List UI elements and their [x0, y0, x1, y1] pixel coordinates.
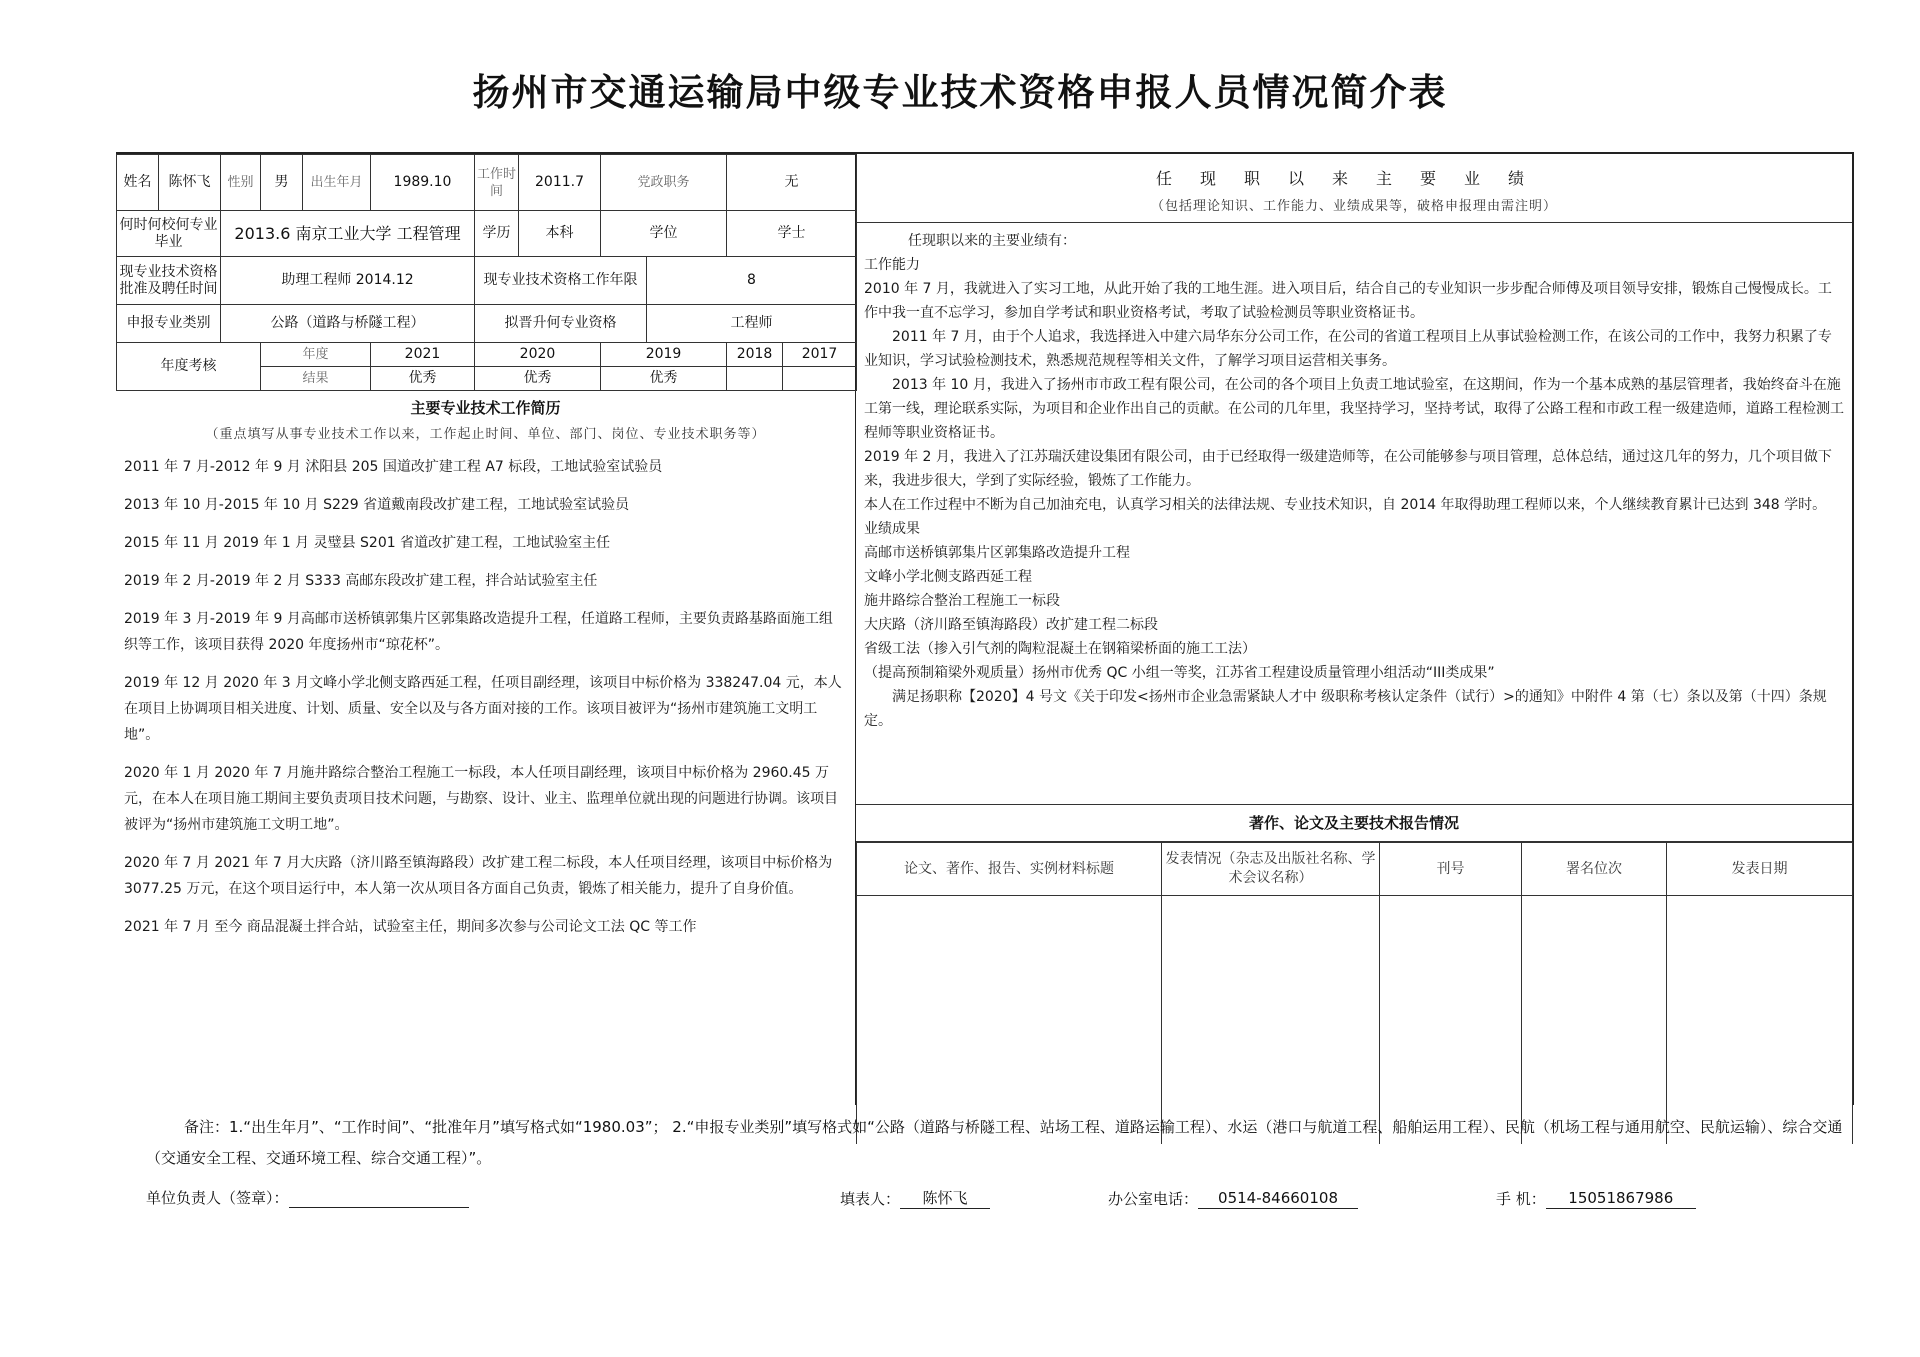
result-item: 施井路综合整治工程施工一标段 [864, 593, 1060, 609]
current-years-value: 8 [647, 257, 857, 305]
target-label: 拟晋升何专业资格 [475, 305, 647, 343]
edu-value: 本科 [519, 211, 601, 257]
achievements-intro: 任现职以来的主要业绩有： [908, 233, 1076, 249]
unit-leader-field [146, 1188, 469, 1208]
category-label: 申报专业类别 [117, 305, 221, 343]
papers-col-author-rank: 署名位次 [1522, 843, 1667, 896]
filler-label: 填表人： [840, 1190, 901, 1208]
year-cell: 2020 [475, 343, 601, 367]
work-history-item: 2013 年 10 月-2015 年 10 月 S229 省道戴南段改扩建工程，工地试验室试验员 [124, 497, 630, 513]
achievement-paragraph: 本人在工作过程中不断为自己加油充电，认真学习相关的法律法规、专业技术知识，自 2014 年取得助理工程师以来，个人继续教育累计已达到 348 学时。 [864, 497, 1827, 513]
grad-label: 何时何校何专业毕业 [117, 211, 221, 257]
achievement-paragraph: 2019 年 2 月，我进入了江苏瑞沃建设集团有限公司，由于已经取得一级建造师等，在公司能够参与项目管理，总体总结，通过这几年的努力，几个项目做下来，我进步很大，学到了实际经验，锻炼了工作能力。 [864, 449, 1832, 489]
result-cell: 优秀 [371, 367, 475, 391]
year-cell: 2017 [783, 343, 857, 367]
papers-heading: 著作、论文及主要技术报告情况 [856, 804, 1852, 842]
work-history-heading: 主要专业技术工作简历 [410, 399, 561, 417]
result-item: 大庆路（济川路至镇海路段）改扩建工程二标段 [864, 617, 1158, 633]
page-title: 扬州市交通运输局中级专业技术资格申报人员情况简介表 [472, 70, 1448, 114]
achievements-closing: 满足扬职称【2020】4 号文《关于印发<扬州市企业急需紧缺人才中 级职称考核认定条件（试行）>的通知》中附件 4 第（七）条以及第（十四）条规定。 [864, 689, 1827, 729]
ability-label: 工作能力 [864, 257, 920, 273]
mobile-field [1496, 1188, 1696, 1209]
filler-value: 陈怀飞 [900, 1188, 990, 1209]
name-value: 陈怀飞 [159, 155, 221, 211]
year-label: 年度 [261, 343, 371, 367]
work-history-item: 2011 年 7 月-2012 年 9 月 沭阳县 205 国道改扩建工程 A7 标段，工地试验室试验员 [124, 459, 663, 475]
gender-value: 男 [261, 155, 303, 211]
papers-empty-cell [1522, 896, 1667, 1145]
mobile-label: 手 机： [1496, 1190, 1546, 1208]
work-history-list [116, 442, 855, 940]
notes [146, 1112, 1846, 1174]
unit-leader-value [289, 1189, 469, 1208]
work-history-item: 2015 年 11 月 2019 年 1 月 灵璧县 S201 省道改扩建工程，工地试验室主任 [124, 535, 611, 551]
papers-empty-cell [857, 896, 1162, 1145]
result-item: （提高预制箱梁外观质量）扬州市优秀 QC 小组一等奖，江苏省工程建设质量管理小组活动“III类成果” [864, 665, 1495, 681]
mobile-value: 15051867986 [1546, 1188, 1696, 1209]
annual-label: 年度考核 [117, 343, 261, 391]
notes-text: 备注：1.“出生年月”、“工作时间”、“批准年月”填写格式如“1980.03”； 2.“申报专业类别”填写格式如“公路（道路与桥隧工程、站场工程、道路运输工程）、水运（港口与航道工程、船舶运用工程）、民航（机场工程与通用航空、民航运输）、综合交通（交通安全工程、交通环境工程、综合交通工程）”。 [146, 1118, 1843, 1167]
work-history-item: 2019 年 12 月 2020 年 3 月文峰小学北侧支路西延工程，任项目副经理，该项目中标价格为 338247.04 元，本人在项目上协调项目相关进度、计划、质量、安全以及与各方面对接的工作。该项目被评为“扬州市建筑施工文明工地”。 [124, 675, 842, 743]
achievement-paragraph: 2010 年 7 月，我就进入了实习工地，从此开始了我的工地生涯。进入项目后，结合自己的专业知识一步步配合师傅及项目领导安排，锻炼自己慢慢成长。工作中我一直不忘学习，参加自学考试和职业资格考试，考取了试验检测员等职业资格证书。 [864, 281, 1832, 321]
year-cell: 2021 [371, 343, 475, 367]
work-history-item: 2019 年 2 月-2019 年 2 月 S333 高邮东段改扩建工程，拌合站试验室主任 [124, 573, 598, 589]
party-post-label: 党政职务 [601, 155, 727, 211]
work-history-item: 2020 年 1 月 2020 年 7 月施井路综合整治工程施工一标段，本人任项目副经理，该项目中标价格为 2960.45 万元，在本人在项目施工期间主要负责项目技术问题，与勘察、设计、业主、监理单位就出现的问题进行协调。该项目被评为“扬州市建筑施工文明工地”。 [124, 765, 838, 833]
result-item: 文峰小学北侧支路西延工程 [864, 569, 1032, 585]
achievements-subheading: （包括理论知识、工作能力、业绩成果等，破格申报理由需注明） [1150, 199, 1557, 214]
papers-table [856, 842, 1853, 1144]
result-item: 高邮市送桥镇郭集片区郭集路改造提升工程 [864, 545, 1130, 561]
achievement-paragraph: 2011 年 7 月，由于个人追求，我选择进入中建六局华东分公司工作，在公司的省道工程项目上从事试验检测工作，在该公司的工作中，我努力积累了专业知识，学习试验检测技术，熟悉规范规程等相关文件，了解学习项目运营相关事务。 [864, 329, 1832, 369]
edu-label: 学历 [475, 211, 519, 257]
achievements-body [856, 223, 1852, 804]
result-item: 省级工法（掺入引气剂的陶粒混凝土在钢箱梁桥面的施工工法） [864, 641, 1256, 657]
work-start-value: 2011.7 [519, 155, 601, 211]
achievements-heading: 任现职以来主要业绩 [1155, 169, 1552, 188]
results-label: 业绩成果 [864, 521, 920, 537]
work-history-subheading: （重点填写从事专业技术工作以来，工作起止时间、单位、部门、岗位、专业技术职务等） [205, 427, 766, 442]
filler-field [840, 1188, 990, 1209]
papers-col-date: 发表日期 [1667, 843, 1853, 896]
achievements-header [856, 154, 1852, 223]
grad-value: 2013.6 南京工业大学 工程管理 [221, 211, 475, 257]
result-label: 结果 [261, 367, 371, 391]
right-panel [856, 152, 1854, 1105]
left-panel [116, 152, 856, 1105]
office-phone-value: 0514-84660108 [1198, 1188, 1358, 1209]
category-value: 公路（道路与桥隧工程） [221, 305, 475, 343]
work-start-label: 工作时间 [475, 155, 519, 211]
year-cell: 2019 [601, 343, 727, 367]
work-history-item: 2019 年 3 月-2019 年 9 月高邮市送桥镇郭集片区郭集路改造提升工程，任道路工程师，主要负责路基路面施工组织等工作，该项目获得 2020 年度扬州市“琼花杯”。 [124, 611, 833, 653]
result-cell: 优秀 [601, 367, 727, 391]
target-value: 工程师 [647, 305, 857, 343]
office-phone-field [1108, 1188, 1358, 1209]
gender-label: 性别 [221, 155, 261, 211]
papers-col-publication: 发表情况（杂志及出版社名称、学术会议名称） [1162, 843, 1380, 896]
unit-leader-label: 单位负责人（签章）： [146, 1189, 289, 1207]
name-label: 姓名 [117, 155, 159, 211]
year-cell: 2018 [727, 343, 783, 367]
result-cell [783, 367, 857, 391]
papers-col-title: 论文、著作、报告、实例材料标题 [857, 843, 1162, 896]
office-phone-label: 办公室电话： [1108, 1190, 1199, 1208]
party-post-value: 无 [727, 155, 857, 211]
papers-col-issn: 刊号 [1380, 843, 1522, 896]
achievement-paragraph: 2013 年 10 月，我进入了扬州市市政工程有限公司，在公司的各个项目上负责工地试验室，在这期间，作为一个基本成熟的基层管理者，我始终奋斗在施工第一线，理论联系实际，为项目和企业作出自己的贡献。在公司的几年里，我坚持学习，坚持考试，取得了公路工程和市政工程一级建造师，道路工程检测工程师等职业资格证书。 [864, 377, 1844, 441]
degree-label: 学位 [601, 211, 727, 257]
work-history-item: 2021 年 7 月 至今 商品混凝土拌合站，试验室主任，期间多次参与公司论文工法 QC 等工作 [124, 919, 697, 935]
papers-empty-cell [1667, 896, 1853, 1145]
degree-value: 学士 [727, 211, 857, 257]
result-cell [727, 367, 783, 391]
birth-label: 出生年月 [303, 155, 371, 211]
birth-value: 1989.10 [371, 155, 475, 211]
papers-empty-cell [1380, 896, 1522, 1145]
papers-empty-cell [1162, 896, 1380, 1145]
work-history-item: 2020 年 7 月 2021 年 7 月大庆路（济川路至镇海路段）改扩建工程二标段，本人任项目经理，该项目中标价格为 3077.25 万元，在这个项目运行中，本人第一次从项目各方面自己负责，锻炼了相关能力，提升了自身价值。 [124, 855, 833, 897]
current-title-value: 助理工程师 2014.12 [221, 257, 475, 305]
personal-info-table [116, 154, 857, 391]
current-title-label: 现专业技术资格批准及聘任时间 [117, 257, 221, 305]
result-cell: 优秀 [475, 367, 601, 391]
current-years-label: 现专业技术资格工作年限 [475, 257, 647, 305]
